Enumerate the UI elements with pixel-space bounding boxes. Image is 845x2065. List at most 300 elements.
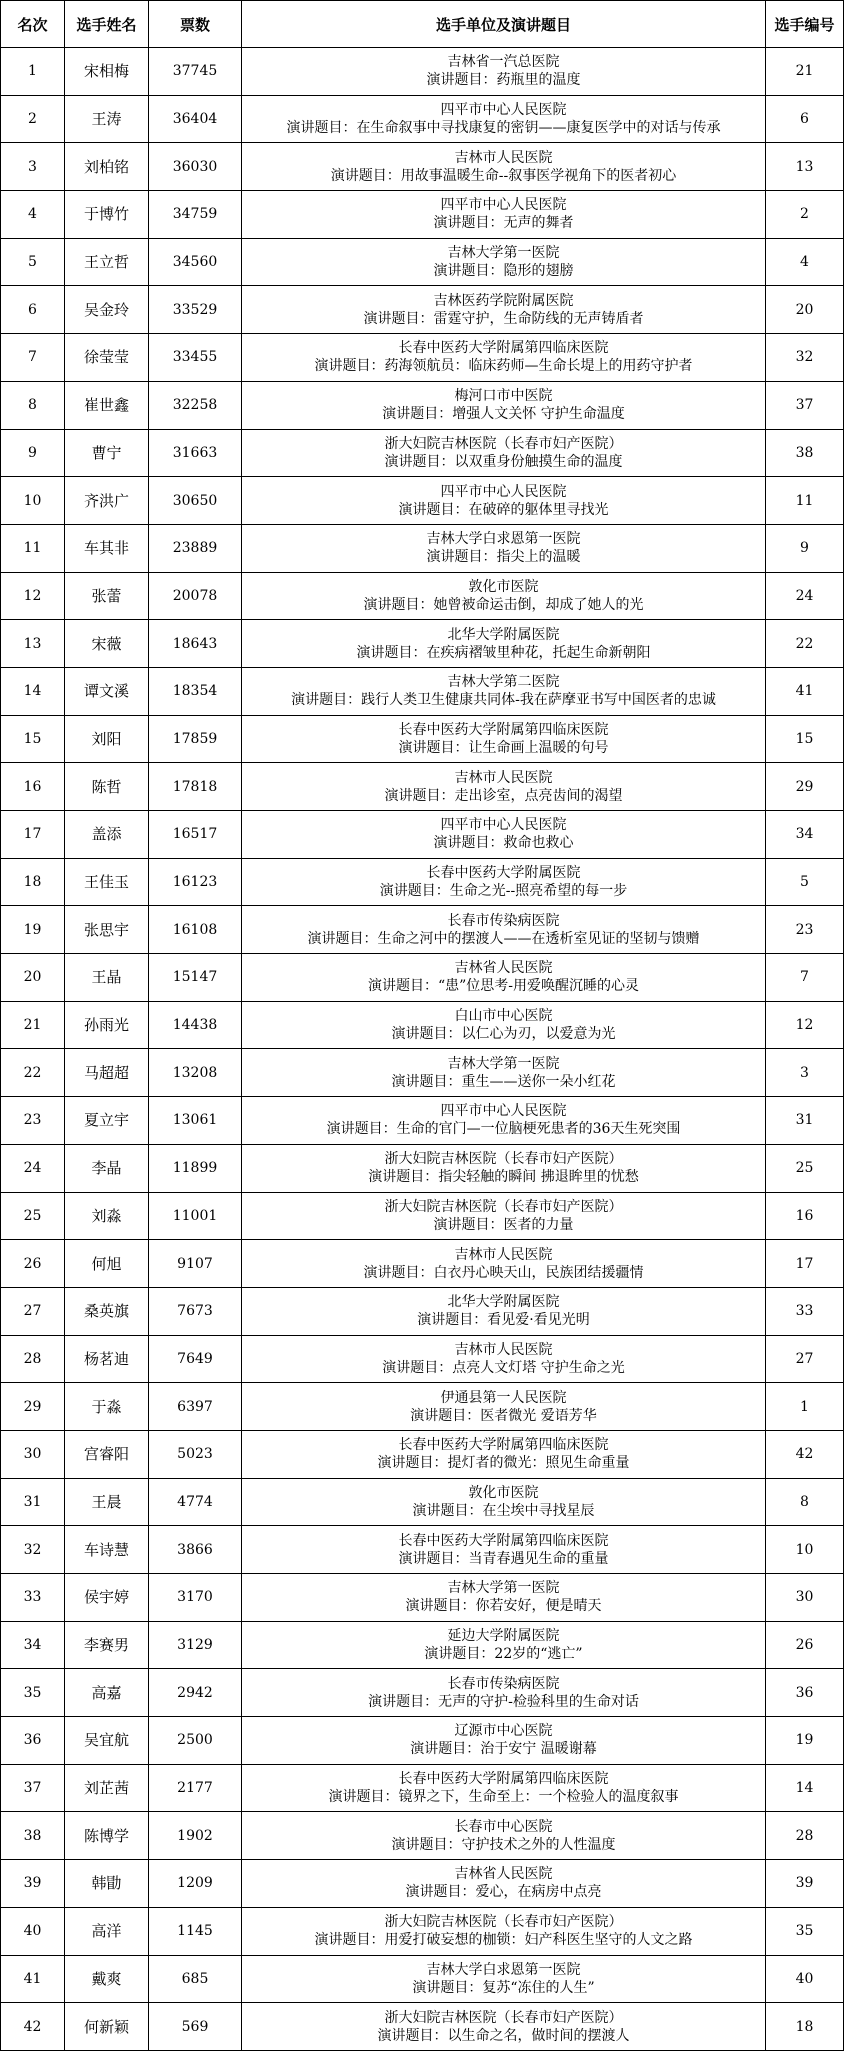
votes-cell: 2942 [149,1669,242,1717]
votes-cell: 685 [149,1955,242,2003]
unit-title-cell [242,1335,766,1383]
speech-title-text: 演讲题目：当青春遇见生命的重量 [398,1550,609,1567]
rank-cell: 33 [1,1574,65,1622]
unit-text: 四平市中心人民医院 [440,197,567,214]
speech-title-text: 演讲题目：重生——送你一朵小红花 [391,1073,616,1090]
rank-cell: 3 [1,143,65,191]
rank-cell: 25 [1,1192,65,1240]
number-cell: 34 [766,811,844,859]
table-body [1,48,844,2051]
rank-cell: 41 [1,1955,65,2003]
table-row [1,858,844,906]
votes-cell: 17859 [149,715,242,763]
rank-cell: 14 [1,667,65,715]
name-cell: 刘淼 [65,1192,149,1240]
unit-title-cell [242,1287,766,1335]
votes-cell: 13061 [149,1097,242,1145]
unit-text: 梅河口市中医院 [454,388,553,405]
name-cell: 杨茗迪 [65,1335,149,1383]
speech-title-text: 演讲题目：看见爱·看见光明 [417,1312,590,1329]
votes-cell: 4774 [149,1478,242,1526]
unit-text: 浙大妇院吉林医院（长春市妇产医院） [384,2009,623,2026]
speech-title-text: 演讲题目：爱心，在病房中点亮 [405,1884,602,1901]
name-cell: 刘柏铭 [65,143,149,191]
unit-text: 四平市中心人民医院 [440,102,567,119]
number-cell: 36 [766,1669,844,1717]
name-cell: 王涛 [65,95,149,143]
table-row [1,429,844,477]
speech-title-text: 演讲题目：用故事温暖生命--叙事医学视角下的医者初心 [330,167,677,184]
votes-cell: 16517 [149,811,242,859]
name-cell: 马超超 [65,1049,149,1097]
unit-text: 浙大妇院吉林医院（长春市妇产医院） [384,1914,623,1931]
rank-cell: 29 [1,1383,65,1431]
unit-title-cell [242,48,766,96]
name-cell: 谭文溪 [65,667,149,715]
rank-cell: 20 [1,954,65,1002]
unit-title-cell [242,811,766,859]
speech-title-text: 演讲题目：以仁心为刃，以爱意为光 [391,1026,616,1043]
unit-title-cell [242,1764,766,1812]
table-row [1,811,844,859]
table-row [1,238,844,286]
name-cell: 李赛男 [65,1621,149,1669]
votes-cell: 34560 [149,238,242,286]
name-cell: 宋薇 [65,620,149,668]
rank-cell: 2 [1,95,65,143]
number-cell: 27 [766,1335,844,1383]
unit-title-cell [242,238,766,286]
rank-cell: 37 [1,1764,65,1812]
number-cell: 28 [766,1812,844,1860]
name-cell: 桑英旗 [65,1287,149,1335]
rank-cell: 21 [1,1001,65,1049]
number-cell: 35 [766,1907,844,1955]
speech-title-text: 演讲题目：以双重身份触摸生命的温度 [384,453,623,470]
number-cell: 20 [766,286,844,334]
number-cell: 3 [766,1049,844,1097]
unit-text: 浙大妇院吉林医院（长春市妇产医院） [384,1151,623,1168]
rank-cell: 39 [1,1860,65,1908]
votes-cell: 32258 [149,381,242,429]
rank-cell: 22 [1,1049,65,1097]
rank-cell: 5 [1,238,65,286]
votes-cell: 2177 [149,1764,242,1812]
table-row [1,1621,844,1669]
header-row [1,1,844,48]
unit-text: 浙大妇院吉林医院（长春市妇产医院） [384,435,623,452]
name-cell: 宋相梅 [65,48,149,96]
rank-cell: 42 [1,2003,65,2051]
table-row [1,1860,844,1908]
unit-text: 长春中医药大学附属第四临床医院 [398,1771,609,1788]
name-cell: 车其非 [65,524,149,572]
unit-title-cell [242,1049,766,1097]
votes-cell: 33529 [149,286,242,334]
table-row [1,1478,844,1526]
unit-title-cell [242,429,766,477]
number-cell: 33 [766,1287,844,1335]
name-cell: 于博竹 [65,191,149,239]
unit-title-cell [242,1383,766,1431]
unit-title-cell [242,286,766,334]
table-row [1,524,844,572]
votes-cell: 13208 [149,1049,242,1097]
table-row [1,667,844,715]
number-cell: 30 [766,1574,844,1622]
unit-title-cell [242,1192,766,1240]
rank-cell: 12 [1,572,65,620]
rank-cell: 11 [1,524,65,572]
speech-title-text: 演讲题目：雷霆守护，生命防线的无声铸盾者 [363,310,644,327]
unit-text: 吉林市人民医院 [454,149,553,166]
votes-cell: 1902 [149,1812,242,1860]
table-row [1,1526,844,1574]
speech-title-text: 演讲题目：药海领航员：临床药师—生命长堤上的用药守护者 [314,358,693,375]
number-cell: 7 [766,954,844,1002]
number-cell: 32 [766,334,844,382]
table-row [1,1049,844,1097]
unit-text: 白山市中心医院 [454,1008,553,1025]
votes-cell: 36404 [149,95,242,143]
unit-text: 吉林大学第一医院 [447,245,560,262]
unit-title-cell [242,1478,766,1526]
unit-title-cell [242,954,766,1002]
number-cell: 26 [766,1621,844,1669]
number-cell: 18 [766,2003,844,2051]
unit-text: 吉林省一汽总医院 [447,54,560,71]
rank-cell: 8 [1,381,65,429]
number-cell: 4 [766,238,844,286]
speech-title-text: 演讲题目：药瓶里的温度 [426,72,581,89]
unit-title-cell [242,2003,766,2051]
table-row [1,1669,844,1717]
number-cell: 23 [766,906,844,954]
speech-title-text: 演讲题目：无声的守护-检验科里的生命对话 [368,1693,639,1710]
unit-title-cell [242,858,766,906]
table-row [1,477,844,525]
number-cell: 10 [766,1526,844,1574]
name-cell: 刘阳 [65,715,149,763]
name-cell: 李晶 [65,1144,149,1192]
number-cell: 5 [766,858,844,906]
rank-cell: 16 [1,763,65,811]
name-cell: 刘芷茜 [65,1764,149,1812]
speech-title-text: 演讲题目：医者的力量 [433,1216,574,1233]
unit-title-cell [242,1097,766,1145]
name-cell: 盖添 [65,811,149,859]
unit-text: 长春市传染病医院 [447,1675,560,1692]
unit-text: 长春市中心医院 [454,1818,553,1835]
name-cell: 宫睿阳 [65,1430,149,1478]
rank-cell: 27 [1,1287,65,1335]
unit-title-cell [242,1812,766,1860]
rank-cell: 19 [1,906,65,954]
name-cell: 高嘉 [65,1669,149,1717]
table-row [1,2003,844,2051]
unit-title-cell [242,191,766,239]
number-cell: 38 [766,429,844,477]
rank-cell: 35 [1,1669,65,1717]
name-cell: 戴爽 [65,1955,149,2003]
name-cell: 侯宇婷 [65,1574,149,1622]
number-cell: 15 [766,715,844,763]
name-cell: 夏立宇 [65,1097,149,1145]
votes-cell: 3129 [149,1621,242,1669]
speech-title-text: 演讲题目：生命之光--照亮希望的每一步 [379,883,628,900]
speech-title-text: 演讲题目：医者微光 爱语芳华 [410,1407,597,1424]
number-cell: 37 [766,381,844,429]
speech-title-text: 演讲题目：在疾病褶皱里种花，托起生命新朝阳 [356,644,651,661]
unit-text: 四平市中心人民医院 [440,817,567,834]
table-row [1,143,844,191]
header-number: 选手编号 [766,1,844,48]
speech-title-text: 演讲题目：无声的舞者 [433,215,574,232]
table-row [1,1717,844,1765]
name-cell: 王佳玉 [65,858,149,906]
rank-cell: 10 [1,477,65,525]
unit-title-cell [242,1240,766,1288]
rank-cell: 34 [1,1621,65,1669]
number-cell: 14 [766,1764,844,1812]
speech-title-text: 演讲题目：在破碎的躯体里寻找光 [398,501,609,518]
number-cell: 13 [766,143,844,191]
rank-cell: 24 [1,1144,65,1192]
number-cell: 11 [766,477,844,525]
unit-text: 四平市中心人民医院 [440,1103,567,1120]
unit-title-cell [242,95,766,143]
table-row [1,1001,844,1049]
speech-title-text: 演讲题目：治于安宁 温暖谢幕 [410,1741,597,1758]
votes-cell: 20078 [149,572,242,620]
unit-text: 辽源市中心医院 [454,1723,553,1740]
table-row [1,1764,844,1812]
unit-title-cell [242,667,766,715]
votes-cell: 7673 [149,1287,242,1335]
unit-text: 吉林市人民医院 [454,1341,553,1358]
unit-text: 吉林市人民医院 [454,769,553,786]
unit-title-cell [242,524,766,572]
table-row [1,48,844,96]
table-row [1,1097,844,1145]
votes-cell: 37745 [149,48,242,96]
rank-cell: 1 [1,48,65,96]
rank-cell: 15 [1,715,65,763]
unit-title-cell [242,381,766,429]
number-cell: 25 [766,1144,844,1192]
votes-cell: 7649 [149,1335,242,1383]
speech-title-text: 演讲题目：践行人类卫生健康共同体-我在萨摩亚书写中国医者的忠诚 [291,692,716,709]
table-row [1,572,844,620]
name-cell: 崔世鑫 [65,381,149,429]
unit-title-cell [242,1669,766,1717]
unit-text: 北华大学附属医院 [447,1294,560,1311]
number-cell: 1 [766,1383,844,1431]
unit-text: 吉林大学第一医院 [447,1055,560,1072]
speech-title-text: 演讲题目：白衣丹心映天山，民族团结援疆情 [363,1264,644,1281]
rank-cell: 31 [1,1478,65,1526]
speech-title-text: 演讲题目：在尘埃中寻找星辰 [412,1502,595,1519]
name-cell: 陈博学 [65,1812,149,1860]
unit-text: 吉林医药学院附属医院 [433,292,574,309]
rank-cell: 9 [1,429,65,477]
unit-text: 长春中医药大学附属第四临床医院 [398,721,609,738]
rank-cell: 6 [1,286,65,334]
table-row [1,1144,844,1192]
number-cell: 12 [766,1001,844,1049]
rank-cell: 36 [1,1717,65,1765]
votes-cell: 17818 [149,763,242,811]
name-cell: 徐莹莹 [65,334,149,382]
votes-cell: 18354 [149,667,242,715]
table-row [1,95,844,143]
speech-title-text: 演讲题目：22岁的“逃亡” [424,1646,583,1663]
votes-cell: 34759 [149,191,242,239]
header-unit-title: 选手单位及演讲题目 [242,1,766,48]
name-cell: 王立哲 [65,238,149,286]
unit-title-cell [242,1860,766,1908]
unit-text: 长春中医药大学附属医院 [426,865,581,882]
name-cell: 王晨 [65,1478,149,1526]
speech-title-text: 演讲题目：在生命叙事中寻找康复的密钥——康复医学中的对话与传承 [286,120,721,137]
unit-title-cell [242,334,766,382]
votes-cell: 3170 [149,1574,242,1622]
unit-title-cell [242,620,766,668]
unit-title-cell [242,572,766,620]
unit-title-cell [242,1144,766,1192]
table-row [1,1907,844,1955]
votes-cell: 1209 [149,1860,242,1908]
number-cell: 42 [766,1430,844,1478]
number-cell: 16 [766,1192,844,1240]
speech-title-text: 演讲题目：她曾被命运击倒，却成了她人的光 [363,596,644,613]
number-cell: 39 [766,1860,844,1908]
speech-title-text: 演讲题目：增强人文关怀 守护生命温度 [382,406,625,423]
number-cell: 22 [766,620,844,668]
unit-text: 四平市中心人民医院 [440,483,567,500]
speech-title-text: 演讲题目：生命之河中的摆渡人——在透析室见证的坚韧与馈赠 [307,930,700,947]
number-cell: 17 [766,1240,844,1288]
speech-title-text: 演讲题目：生命的官门—一位脑梗死患者的36天生死突围 [326,1121,681,1138]
rank-cell: 28 [1,1335,65,1383]
speech-title-text: 演讲题目：用爱打破妄想的枷锁：妇产科医生坚守的人文之路 [314,1932,693,1949]
header-name: 选手姓名 [65,1,149,48]
unit-title-cell [242,715,766,763]
unit-title-cell [242,143,766,191]
unit-text: 吉林省人民医院 [454,960,553,977]
rank-cell: 26 [1,1240,65,1288]
unit-text: 长春中医药大学附属第四临床医院 [398,1532,609,1549]
rank-cell: 17 [1,811,65,859]
unit-title-cell [242,906,766,954]
votes-cell: 5023 [149,1430,242,1478]
votes-cell: 11001 [149,1192,242,1240]
table-row [1,1812,844,1860]
number-cell: 24 [766,572,844,620]
rank-cell: 30 [1,1430,65,1478]
number-cell: 29 [766,763,844,811]
table-row [1,1430,844,1478]
table-row [1,1240,844,1288]
votes-cell: 16123 [149,858,242,906]
votes-cell: 569 [149,2003,242,2051]
number-cell: 21 [766,48,844,96]
speech-title-text: 演讲题目：“患”位思考-用爱唤醒沉睡的心灵 [367,978,640,995]
speech-title-text: 演讲题目：守护技术之外的人性温度 [391,1836,616,1853]
votes-cell: 2500 [149,1717,242,1765]
unit-title-cell [242,1001,766,1049]
unit-title-cell [242,1574,766,1622]
votes-cell: 23889 [149,524,242,572]
name-cell: 吴宜航 [65,1717,149,1765]
votes-cell: 18643 [149,620,242,668]
table-row [1,715,844,763]
votes-cell: 16108 [149,906,242,954]
name-cell: 张蕾 [65,572,149,620]
name-cell: 车诗慧 [65,1526,149,1574]
speech-title-text: 演讲题目：隐形的翅膀 [433,263,574,280]
speech-title-text: 演讲题目：提灯者的微光：照见生命重量 [377,1455,630,1472]
unit-text: 敦化市医院 [468,578,539,595]
rank-cell: 13 [1,620,65,668]
rank-cell: 23 [1,1097,65,1145]
unit-text: 浙大妇院吉林医院（长春市妇产医院） [384,1198,623,1215]
name-cell: 陈哲 [65,763,149,811]
name-cell: 何新颖 [65,2003,149,2051]
number-cell: 40 [766,1955,844,2003]
number-cell: 9 [766,524,844,572]
speech-title-text: 演讲题目：让生命画上温暖的句号 [398,739,609,756]
name-cell: 何旭 [65,1240,149,1288]
unit-text: 吉林省人民医院 [454,1866,553,1883]
speech-title-text: 演讲题目：救命也救心 [433,835,574,852]
unit-title-cell [242,1526,766,1574]
name-cell: 张思宇 [65,906,149,954]
rank-cell: 32 [1,1526,65,1574]
table-row [1,1383,844,1431]
unit-text: 吉林大学白求恩第一医院 [426,1961,581,1978]
unit-title-cell [242,477,766,525]
table-row [1,191,844,239]
number-cell: 6 [766,95,844,143]
table-row [1,286,844,334]
votes-cell: 36030 [149,143,242,191]
unit-text: 吉林大学第一医院 [447,1580,560,1597]
speech-title-text: 演讲题目：以生命之名，做时间的摆渡人 [377,2027,630,2044]
number-cell: 31 [766,1097,844,1145]
speech-title-text: 演讲题目：复苏“冻住的人生” [412,1979,595,1996]
header-votes: 票数 [149,1,242,48]
table-row [1,620,844,668]
unit-title-cell [242,1621,766,1669]
votes-cell: 31663 [149,429,242,477]
votes-cell: 6397 [149,1383,242,1431]
unit-text: 吉林市人民医院 [454,1246,553,1263]
unit-text: 伊通县第一人民医院 [440,1389,567,1406]
name-cell: 孙雨光 [65,1001,149,1049]
rank-cell: 4 [1,191,65,239]
unit-title-cell [242,1717,766,1765]
votes-cell: 14438 [149,1001,242,1049]
unit-text: 长春中医药大学附属第四临床医院 [398,1437,609,1454]
name-cell: 齐洪广 [65,477,149,525]
unit-text: 长春市传染病医院 [447,912,560,929]
name-cell: 吴金玲 [65,286,149,334]
table-row [1,906,844,954]
number-cell: 41 [766,667,844,715]
votes-cell: 33455 [149,334,242,382]
votes-cell: 1145 [149,1907,242,1955]
